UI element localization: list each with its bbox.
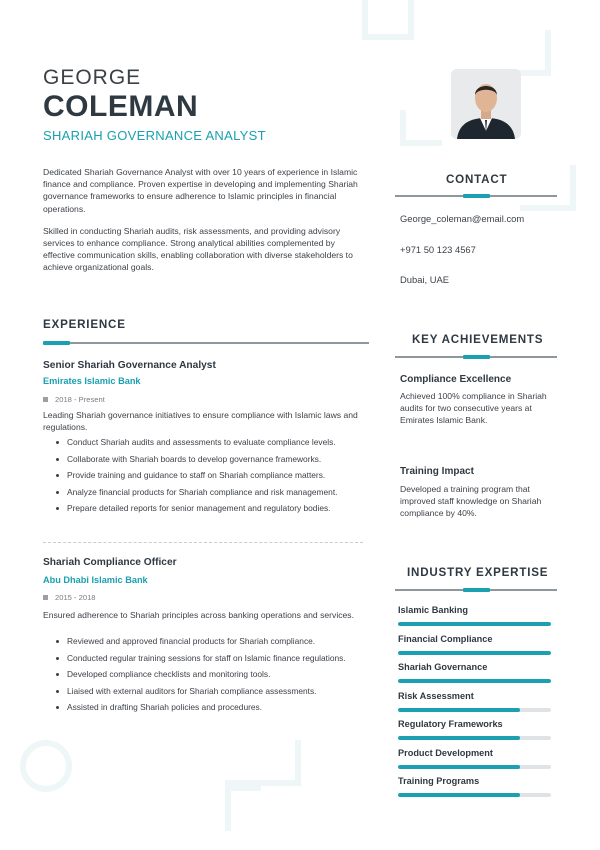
skill-bar-fill bbox=[398, 651, 551, 655]
job-title: Shariah Compliance Officer bbox=[43, 557, 177, 568]
experience-accent bbox=[43, 341, 70, 345]
job-dates bbox=[43, 395, 105, 404]
skill-bar bbox=[398, 793, 551, 797]
list-item: Developed compliance checklists and monitoring tools. bbox=[55, 669, 370, 681]
job-separator bbox=[43, 542, 363, 543]
background-circle-decoration bbox=[20, 740, 72, 792]
achievements-heading: KEY ACHIEVEMENTS bbox=[412, 333, 544, 346]
list-item: Conducted regular training sessions for staff on Islamic finance regulations. bbox=[55, 653, 370, 665]
profile-summary bbox=[43, 166, 368, 284]
calendar-icon bbox=[43, 397, 48, 402]
calendar-icon bbox=[43, 595, 48, 600]
expertise-heading: INDUSTRY EXPERTISE bbox=[407, 566, 549, 579]
expertise-accent bbox=[463, 588, 490, 592]
profile-photo bbox=[451, 69, 521, 139]
background-square-decoration bbox=[362, 0, 414, 40]
summary-paragraph: Skilled in conducting Shariah audits, risk assessments, and providing advisory services to enhance compliance. Strong analytical abilities complemented by effective communication skills, enabling collaboration with diverse stakeholders to achieve organizational goals. bbox=[43, 225, 353, 273]
skill-bar bbox=[398, 679, 551, 683]
summary-paragraph: Dedicated Shariah Governance Analyst with over 10 years of experience in Islamic finance and compliance. Proven expertise in developing and implementing Shariah governance frameworks to ensure adherence to Islamic principles in financial operations. bbox=[43, 167, 358, 214]
job-bullets bbox=[55, 437, 370, 520]
first-name: GEORGE bbox=[43, 66, 142, 89]
company-name: Abu Dhabi Islamic Bank bbox=[43, 575, 148, 585]
experience-divider bbox=[43, 342, 369, 344]
job-dates-text: 2018 - Present bbox=[55, 395, 105, 404]
skill-bar-fill bbox=[398, 765, 520, 769]
list-item: Provide training and guidance to staff on Shariah compliance matters. bbox=[55, 470, 370, 482]
contact-phone[interactable]: +971 50 123 4567 bbox=[400, 244, 476, 255]
contact-email[interactable]: George_coleman@email.com bbox=[400, 213, 525, 224]
skill-label: Training Programs bbox=[398, 776, 480, 786]
job-title: Senior Shariah Governance Analyst bbox=[43, 360, 216, 371]
background-corner-decoration bbox=[520, 165, 576, 211]
list-item: Liaised with external auditors for Shariah compliance assessments. bbox=[55, 686, 370, 698]
skill-bar bbox=[398, 622, 551, 626]
list-item: Assisted in drafting Shariah policies and procedures. bbox=[55, 702, 370, 714]
background-corner-decoration bbox=[400, 110, 442, 146]
achievements-accent bbox=[463, 355, 490, 359]
company-name: Emirates Islamic Bank bbox=[43, 376, 141, 386]
achievement-description: Achieved 100% compliance in Shariah audits for two consecutive years at Emirates Islamic Bank. bbox=[400, 391, 547, 425]
list-item: Analyze financial products for Shariah compliance and risk management. bbox=[55, 487, 370, 499]
job-dates bbox=[43, 593, 96, 602]
skill-bar-fill bbox=[398, 736, 520, 740]
skill-bar bbox=[398, 765, 551, 769]
contact-location: Dubai, UAE bbox=[400, 274, 449, 285]
last-name: COLEMAN bbox=[43, 90, 199, 123]
achievement-title: Compliance Excellence bbox=[400, 374, 512, 385]
skill-bar-fill bbox=[398, 679, 551, 683]
achievement-description: Developed a training program that improved staff knowledge on Shariah compliance by 40%. bbox=[400, 484, 542, 518]
skill-label: Financial Compliance bbox=[398, 633, 493, 644]
job-bullets bbox=[55, 636, 370, 719]
list-item: Collaborate with Shariah boards to develop governance frameworks. bbox=[55, 454, 370, 466]
contact-accent bbox=[463, 194, 490, 198]
skill-label: Islamic Banking bbox=[398, 605, 468, 615]
skill-bar bbox=[398, 708, 551, 712]
list-item: Conduct Shariah audits and assessments to evaluate compliance levels. bbox=[55, 437, 370, 449]
skill-label: Shariah Governance bbox=[398, 662, 488, 672]
experience-heading: EXPERIENCE bbox=[43, 318, 126, 331]
skill-label: Risk Assessment bbox=[398, 690, 474, 701]
achievement-title: Training Impact bbox=[400, 466, 474, 477]
contact-heading: CONTACT bbox=[446, 173, 508, 186]
skill-bar-fill bbox=[398, 622, 551, 626]
skill-bar-fill bbox=[398, 793, 520, 797]
background-corner-decoration bbox=[225, 785, 261, 831]
job-description: Ensured adherence to Shariah principles across banking operations and services. bbox=[43, 610, 354, 620]
skill-label: Product Development bbox=[398, 747, 493, 758]
person-icon bbox=[451, 69, 521, 139]
job-description: Leading Shariah governance initiatives to ensure compliance with Islamic laws and regulations. bbox=[43, 410, 358, 432]
skill-bar-fill bbox=[398, 708, 520, 712]
skill-label: Regulatory Frameworks bbox=[398, 719, 503, 729]
job-dates-text: 2015 - 2018 bbox=[55, 593, 96, 602]
skill-bar bbox=[398, 736, 551, 740]
list-item: Prepare detailed reports for senior management and regulatory bodies. bbox=[55, 503, 370, 515]
background-corner-decoration bbox=[225, 740, 301, 786]
job-role: SHARIAH GOVERNANCE ANALYST bbox=[43, 128, 266, 143]
list-item: Reviewed and approved financial products for Shariah compliance. bbox=[55, 636, 370, 648]
skill-bar bbox=[398, 651, 551, 655]
